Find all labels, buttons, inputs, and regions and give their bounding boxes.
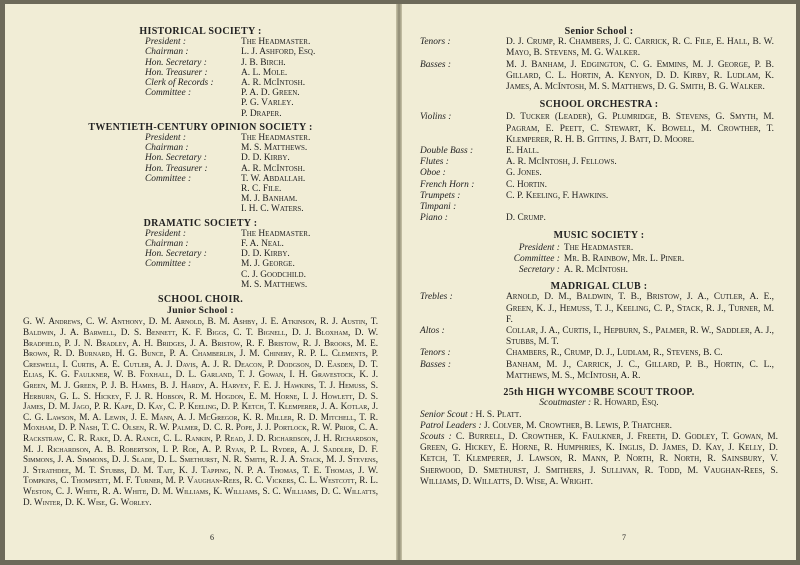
role-label: Hon. Secretary :	[145, 249, 207, 260]
scoutmaster-name: R. Howard, Esq.	[593, 398, 659, 409]
role-label: Chairman :	[145, 239, 189, 250]
instrument-row	[420, 157, 778, 168]
madrigal-club-heading: MADRIGAL CLUB :	[550, 281, 648, 293]
member-names	[506, 202, 778, 213]
twentieth-century-officers	[145, 133, 310, 215]
page-left	[5, 4, 396, 560]
voice-row	[420, 60, 778, 94]
role-label: Chairman :	[145, 143, 189, 154]
twentieth-century-heading: TWENTIETH-CENTURY OPINION SOCIETY :	[88, 121, 313, 133]
member-names: E. Hall.	[506, 146, 540, 157]
patrol-leaders-names: J. Colver, M. Crowther, B. Lewis, P. Thatcher.	[483, 420, 673, 431]
junior-choir-names: G. W. Andrews, C. W. Anthony, D. M. Arnold, B. M. Ashby, J. E. Atkinson, R. J. Austin, T. Baldwin, J. A. Barwell, D. S. Bennett, K. F. Biggs, C. T. Bignell, D. J. Bloxham, D. W. Bradfield, P. J. N. Bradley, A. H. Bridges, J. A. Bristow, R. F. Bristow, R. J. Brooks, M. E. Brown, R. D. Burnard, H. G. Bunce, P. A. Chamberlin, J. M. Chinery, R. P. L. Clements, P. Creswell, I. Curtis, A. E. Cutler, A. J. Davis, A. J. R. Deacon, P. Dodgson, D. Easden, D. T. Elias, K. G. Faulkner, W. B. Foxhall, D. L. Garland, T. J. Gowan, I. H. Gravestock, K. J. Green, M. J. Green, P. J. B. Hames, B. J. Hardy, A. Harvey, F. E. J. Hawkins, T. J. Hemuss, S. Herburn, G. L. S. Hickey, F. J. R. Hobson, R. M. Hogdon, E. M. Horne, I. J. Howlett, D. S. James, D. M. Jago, P. R. Kape, D. Kay, C. P. Keeling, D. P. Ketch, T. Klemperer, J. A. Kotlar, J. C. G. Lawson, M. A. Lewin, J. E. Mann, A. J. McGregor, K. R. Miller, R. D. Mitchell, T. R. Moxham, D. P. Nash, T. C. Olsen, R. W. Palmer, D. C. R. Pope, J. J. Portlock, R. W. Prior, C. A. Rackstraw, C. R. Rake, D. A. Rance, C. L. Rankin, P. Read, J. D. Richardson, J. H. Richardson, M. J. Richardson, A. B. Robertson, I. P. Roe, A. P. Ryan, P. L. Ryder, A. J. Saddler, D. F. Simmons, J. A. Simmons, D. J. Slade, D. L. Smethurst, N. R. Smith, R. J. A. Stack, M. J. Stevens, J. Strathdee, M. T. Stubbs, D. M. Tait, K. J. Tapping, N. P. A. Thomas, T. E. Thomas, J. W. Tompkins, C. Thompsett, M. F. Turner, M. P. Vaughan-Rees, R. C. Vickers, C. L. Westcott, R. L. Weston, C. J. White, R. A. White, D. M. Williams, K. Williams, S. C. Williams, D. C. Willatts, D. Winter, D. K. Wise, G. Worley.	[23, 316, 378, 507]
role-label: French Horn :	[420, 179, 475, 190]
officer-row	[514, 243, 684, 254]
role-label: Trumpets :	[420, 190, 461, 201]
instrument-row	[420, 202, 778, 213]
role-label: President :	[145, 37, 187, 48]
role-label: President :	[145, 228, 187, 239]
voice-row	[420, 348, 778, 359]
instrument-row	[420, 191, 778, 202]
officer-row	[145, 47, 315, 57]
member-names: Arnold, D. M., Baldwin, T. B., Bristow, J. A., Cutler, A. E., Green, K. J., Hemuss, T. J., Keeling, C. P., Stack, R. J., Turner, M. F.	[506, 292, 774, 325]
member-names: A. R. McIntosh.	[241, 78, 306, 89]
member-names: Banham, M. J., Carrick, J. C., Gillard, P. B., Hortin, C. L., Matthews, M. S., McIntosh, A. R.	[506, 359, 774, 381]
role-label: Committee :	[145, 88, 192, 99]
instrument-row	[420, 168, 778, 179]
junior-school-subheading: Junior School :	[167, 305, 234, 317]
member-names: M. S. Matthews.	[241, 279, 308, 290]
scouts-line	[420, 432, 778, 488]
voice-row	[420, 37, 778, 59]
role-label: Committee :	[145, 259, 192, 270]
music-society-heading: MUSIC SOCIETY :	[553, 230, 645, 242]
music-society-officers	[514, 243, 684, 277]
member-names: C. Hortin.	[506, 179, 548, 190]
officer-row	[145, 270, 310, 280]
role-label: Altos :	[420, 326, 445, 337]
page-number: 6	[210, 533, 214, 542]
officer-row	[145, 58, 315, 68]
orchestra-list	[420, 112, 778, 224]
dramatic-society-heading: DRAMATIC SOCIETY :	[143, 217, 258, 229]
role-label: Timpani :	[420, 202, 457, 213]
historical-society-officers	[145, 37, 315, 119]
member-names: T. W. Abdallah.	[241, 173, 306, 184]
member-names: M. J. George.	[241, 259, 295, 270]
scoutmaster-role: Scoutmaster :	[539, 398, 592, 409]
senior-choir-list	[420, 37, 778, 93]
senior-scout-line	[420, 410, 778, 421]
role-label: Hon. Treasurer :	[145, 67, 208, 78]
role-label: Double Bass :	[420, 146, 474, 157]
dramatic-society-officers	[145, 229, 310, 290]
role-label	[145, 270, 241, 280]
senior-scout-role: Senior Scout :	[420, 409, 474, 420]
role-label: Hon. Secretary :	[145, 57, 207, 68]
member-names: D. D. Kirby.	[241, 153, 290, 164]
voice-row	[420, 326, 778, 348]
patrol-leaders-line	[420, 421, 778, 432]
member-names: J. B. Birch.	[241, 57, 286, 68]
officer-row	[145, 88, 315, 98]
role-label	[145, 194, 241, 204]
member-names: G. Jones.	[506, 168, 542, 179]
member-names: D. Crump.	[506, 213, 546, 224]
officer-row	[145, 164, 310, 174]
officer-row	[145, 194, 310, 204]
role-label	[145, 98, 241, 108]
member-names: P. Draper.	[241, 108, 282, 119]
officer-row	[145, 37, 315, 47]
officer-row	[145, 153, 310, 163]
role-label: Secretary :	[518, 265, 560, 276]
member-names: D. D. Kirby.	[241, 249, 290, 260]
scout-troop-heading: 25th HIGH WYCOMBE SCOUT TROOP.	[503, 387, 695, 399]
member-names: The Headmaster.	[563, 242, 634, 253]
member-names: The Headmaster.	[241, 228, 311, 239]
officer-row	[145, 174, 310, 184]
madrigal-club-list	[420, 292, 778, 382]
patrol-leaders-role: Patrol Leaders :	[420, 420, 482, 431]
member-names: D. Tucker (Leader), G. Plumridge, B. Stevens, G. Smyth, M. Pagram, E. Peett, C. Stewart, K. Bowell, M. Crowther, T. Klemperer, R. H. B. Gittins, J. Batt, D. Moore.	[506, 112, 774, 145]
role-label: Clerk of Records :	[145, 78, 214, 89]
member-names: The Headmaster.	[241, 133, 311, 144]
member-names: C. J. Goodchild.	[241, 269, 306, 280]
role-label: President :	[145, 133, 187, 144]
role-label: Chairman :	[145, 47, 189, 58]
role-label: Tenors :	[420, 37, 451, 48]
member-names: M. J. Banham, J. Edgington, C. G. Emmins, M. J. George, P. B. Gillard, C. L. Hortin, A. Kenyon, D. D. Kirby, R. Ludlam, K. James, A. McIntosh, M. S. Matthews, D. G. Smith, B. G. Walker.	[506, 59, 774, 93]
scouts-role: Scouts :	[420, 431, 452, 442]
scouts-names: C. Burrell, D. Crowther, K. Faulkner, J. Freeth, D. Godley, T. Gowan, M. Green, G. Hickey, E. Horne, R. Humphries, K. Inglis, D. James, D. Kay, J. Kelly, D. Ketch, T. Klemperer, J. Lawson, R. Mann, P. North, R. North, R. Sainsbury, V. Sherwood, D. Smethurst, J. Smithers, J. Sullivan, R. Todd, M. Vaughan-Rees, S. Williams, D. Willatts, D. Wise, A. Wright.	[420, 431, 779, 487]
role-label: Committee :	[513, 253, 560, 264]
senior-school-heading: Senior School :	[564, 26, 634, 37]
member-names: Collar, J. A., Curtis, I., Hepburn, S., Palmer, R. W., Saddler, A. J., Stubbs, M. T.	[506, 326, 774, 348]
officer-row	[514, 265, 684, 276]
role-label: Oboe :	[420, 168, 446, 179]
role-label: Piano :	[420, 213, 448, 224]
member-names: R. C. File.	[241, 184, 282, 195]
role-label: Violins :	[420, 112, 452, 123]
officer-row	[145, 239, 310, 249]
role-label	[145, 109, 241, 119]
scoutmaster-line	[420, 398, 778, 409]
member-names: C. P. Keeling, F. Hawkins.	[506, 190, 609, 201]
school-orchestra-heading: SCHOOL ORCHESTRA :	[539, 99, 659, 111]
officer-row	[514, 254, 684, 265]
member-names: P. G. Varley.	[241, 98, 294, 109]
officer-row	[145, 249, 310, 259]
member-names: Mr. B. Rainbow, Mr. L. Piner.	[563, 253, 685, 264]
member-names: M. S. Matthews.	[241, 143, 308, 154]
member-names: P. A. D. Green.	[241, 88, 300, 99]
officer-row	[145, 98, 315, 108]
member-names: A. R. McIntosh, J. Fellows.	[506, 157, 617, 168]
instrument-row	[420, 112, 778, 146]
instrument-row	[420, 146, 778, 157]
voice-row	[420, 360, 778, 382]
member-names: D. J. Crump, R. Chambers, J. C. Carrick, R. C. File, E. Hall, B. W. Mayo, B. Stevens, M. G. Walker.	[506, 37, 774, 59]
role-label	[145, 204, 241, 214]
role-label: Tenors :	[420, 348, 451, 359]
member-names: A. R. McIntosh.	[563, 265, 628, 276]
member-names: Chambers, R., Crump, D. J., Ludlam, R., Stevens, B. C.	[506, 348, 723, 359]
officer-row	[145, 109, 315, 119]
member-names: The Headmaster.	[241, 37, 311, 48]
member-names: M. J. Banham.	[241, 194, 298, 205]
officer-row	[145, 143, 310, 153]
page-number: 7	[622, 533, 626, 542]
role-label	[145, 184, 241, 194]
member-names: F. A. Neal.	[241, 239, 284, 250]
officer-row	[145, 259, 310, 269]
role-label: Hon. Secretary :	[145, 153, 207, 164]
officer-row	[145, 280, 310, 290]
officer-row	[145, 184, 310, 194]
role-label	[145, 280, 241, 290]
member-names: I. H. C. Waters.	[241, 204, 304, 215]
voice-row	[420, 292, 778, 326]
member-names: A. L. Mole.	[241, 67, 288, 78]
officer-row	[145, 68, 315, 78]
member-names: L. J. Ashford, Esq.	[241, 47, 316, 58]
role-label: Trebles :	[420, 292, 453, 303]
role-label: Basses :	[420, 359, 451, 370]
role-label: Hon. Treasurer :	[145, 163, 208, 174]
instrument-row	[420, 213, 778, 224]
officer-row	[145, 229, 310, 239]
instrument-row	[420, 180, 778, 191]
officer-row	[145, 204, 310, 214]
officer-row	[145, 133, 310, 143]
role-label: Flutes :	[420, 157, 449, 168]
page-right	[402, 4, 796, 560]
role-label: Committee :	[145, 173, 192, 184]
member-names: A. R. McIntosh.	[241, 163, 306, 174]
school-choir-heading: SCHOOL CHOIR.	[157, 294, 244, 306]
officer-row	[145, 78, 315, 88]
role-label: Basses :	[420, 59, 451, 70]
historical-society-heading: HISTORICAL SOCIETY :	[139, 26, 262, 37]
role-label: President :	[518, 242, 560, 253]
senior-scout-name: H. S. Platt.	[475, 409, 522, 420]
